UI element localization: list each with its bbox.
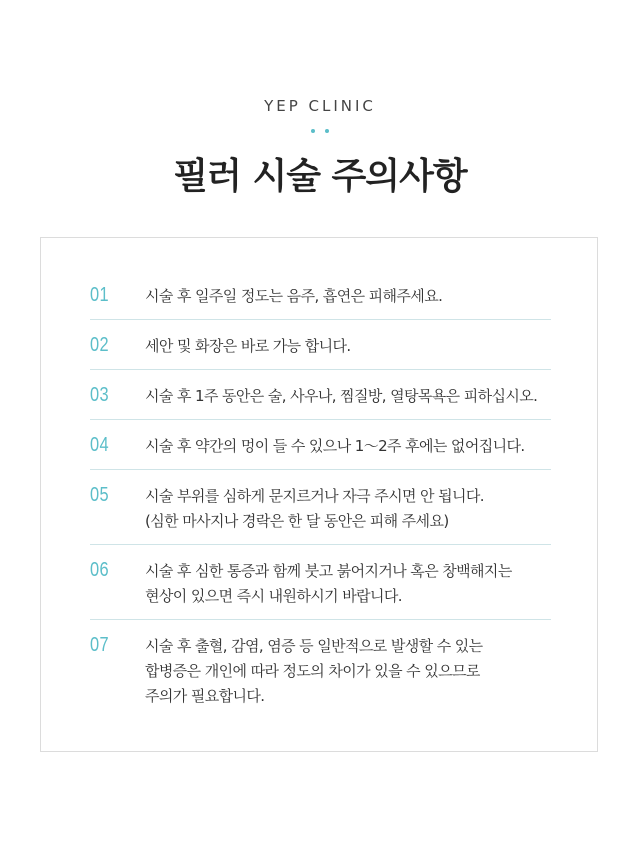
precaution-list — [90, 270, 551, 720]
list-item — [90, 545, 551, 620]
item-number: 07 — [90, 634, 110, 656]
item-number: 03 — [90, 384, 110, 406]
item-text — [145, 634, 585, 709]
item-text — [145, 284, 585, 309]
list-item — [90, 320, 551, 370]
list-item — [90, 620, 551, 720]
dot-icon — [311, 129, 315, 133]
list-item — [90, 420, 551, 470]
item-number: 04 — [90, 434, 110, 456]
item-text — [145, 334, 585, 359]
item-text — [145, 484, 585, 534]
decorative-dots — [0, 128, 640, 133]
item-number: 05 — [90, 484, 110, 506]
item-text-line: 시술 후 약간의 멍이 들 수 있으나 1～2주 후에는 없어집니다. — [145, 437, 525, 455]
item-text-line: 세안 및 화장은 바로 가능 합니다. — [145, 337, 351, 355]
item-text-line: 현상이 있으면 즉시 내원하시기 바랍니다. — [145, 587, 402, 605]
item-text-line: 합병증은 개인에 따라 정도의 차이가 있을 수 있으므로 — [145, 662, 480, 680]
item-text-line: (심한 마사지나 경락은 한 달 동안은 피해 주세요) — [145, 512, 449, 530]
item-text — [145, 384, 585, 409]
item-text-line: 주의가 필요합니다. — [145, 687, 265, 705]
item-text-line: 시술 후 출혈, 감염, 염증 등 일반적으로 발생할 수 있는 — [145, 637, 483, 655]
list-item — [90, 470, 551, 545]
item-text-line: 시술 후 1주 동안은 술, 사우나, 찜질방, 열탕목욕은 피하십시오. — [145, 387, 538, 405]
item-text — [145, 434, 585, 459]
brand-name: YEP CLINIC — [264, 97, 376, 115]
list-item — [90, 370, 551, 420]
item-number: 06 — [90, 559, 110, 581]
page-title: 필러 시술 주의사항 — [173, 156, 467, 197]
item-number: 01 — [90, 284, 110, 306]
item-text-line: 시술 후 일주일 정도는 음주, 흡연은 피해주세요. — [145, 287, 443, 305]
item-text — [145, 559, 585, 609]
item-text-line: 시술 부위를 심하게 문지르거나 자극 주시면 안 됩니다. — [145, 487, 484, 505]
item-text-line: 시술 후 심한 통증과 함께 붓고 붉어지거나 혹은 창백해지는 — [145, 562, 512, 580]
list-item — [90, 270, 551, 320]
dot-icon — [325, 129, 329, 133]
item-number: 02 — [90, 334, 110, 356]
